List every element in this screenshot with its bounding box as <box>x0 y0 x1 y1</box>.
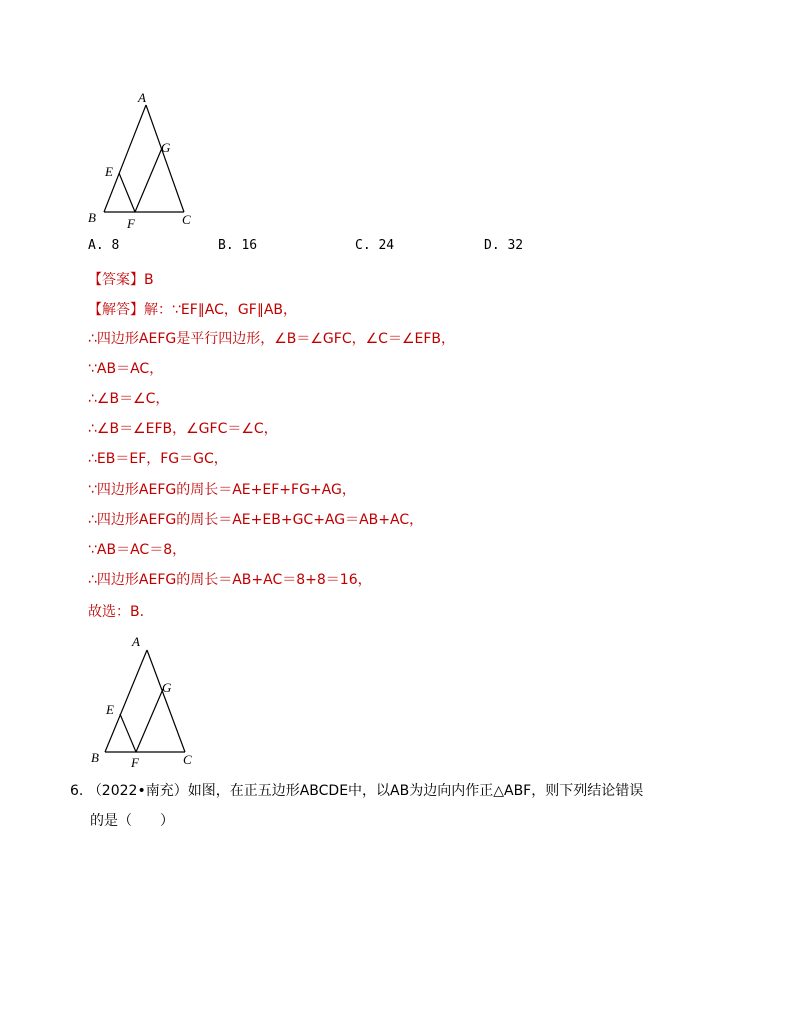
solution-line-3: ∵AB＝AC， <box>88 361 164 377</box>
option-c-letter: C. <box>355 238 371 253</box>
label-b-2: B <box>91 750 99 765</box>
solution-text-1: 解：∵EF∥AC，GF∥AB， <box>144 302 297 318</box>
solution-conclusion: 故选：B. <box>88 604 145 620</box>
question-number: 6. <box>70 783 84 799</box>
option-d[interactable] <box>484 238 523 253</box>
triangle-figure-top <box>84 88 204 234</box>
label-e-2: E <box>106 702 114 717</box>
option-b-value: 16 <box>241 238 258 253</box>
solution-line-5: ∴∠B＝∠EFB，∠GFC＝∠C， <box>88 421 278 437</box>
label-g-2: G <box>162 680 172 695</box>
solution-line-9: ∵AB＝AC＝8， <box>88 542 187 558</box>
solution-tag: 【解答】 <box>88 302 144 318</box>
label-f-2: F <box>131 755 139 770</box>
option-d-value: 32 <box>507 238 524 253</box>
label-e: E <box>105 164 113 179</box>
solution-line-6: ∴EB＝EF，FG＝GC， <box>88 451 228 467</box>
option-d-letter: D. <box>484 238 500 253</box>
segment-fg <box>135 148 162 212</box>
question-source: （2022•南充） <box>87 783 188 799</box>
question-text-2: 的是（ ） <box>90 813 174 829</box>
segment-ac <box>146 105 184 212</box>
question-6-line-2 <box>90 810 174 830</box>
segment-fg-2 <box>136 689 163 752</box>
answer-tag: 【答案】 <box>88 272 144 288</box>
question-6-line-1 <box>70 780 643 800</box>
label-a: A <box>138 90 146 105</box>
label-g: G <box>161 140 171 155</box>
solution-line-7: ∵四边形AEFG的周长＝AE+EF+FG+AG， <box>88 482 356 498</box>
segment-ef <box>119 173 135 212</box>
solution-line-2: ∴四边形AEFG是平行四边形，∠B＝∠GFC，∠C＝∠EFB， <box>88 331 455 347</box>
segment-ac-2 <box>147 650 185 752</box>
solution-line-8: ∴四边形AEFG的周长＝AE+EB+GC+AG＝AB+AC， <box>88 512 424 528</box>
solution-line-4: ∴∠B＝∠C， <box>88 391 170 407</box>
option-a[interactable] <box>88 238 119 253</box>
option-c-value: 24 <box>378 238 395 253</box>
option-a-value: 8 <box>111 238 120 253</box>
answer-value: B <box>144 272 154 288</box>
label-c: C <box>182 212 191 227</box>
option-c[interactable] <box>355 238 394 253</box>
question-text-1: 如图，在正五边形ABCDE中，以AB为边向内作正△ABF，则下列结论错误 <box>187 783 644 799</box>
label-c-2: C <box>183 752 192 767</box>
label-f: F <box>127 216 135 231</box>
segment-ab-2 <box>105 650 147 752</box>
option-b[interactable] <box>218 238 257 253</box>
option-a-letter: A. <box>88 238 104 253</box>
label-b: B <box>88 210 96 225</box>
triangle-figure-bottom <box>84 628 204 774</box>
solution-line-10: ∴四边形AEFG的周长＝AB+AC＝8+8＝16， <box>88 572 372 588</box>
option-b-letter: B. <box>218 238 234 253</box>
segment-ab <box>104 105 146 212</box>
segment-ef-2 <box>120 714 136 752</box>
solution-line-1 <box>88 299 297 319</box>
label-a-2: A <box>132 634 140 649</box>
answer-line <box>88 269 154 289</box>
